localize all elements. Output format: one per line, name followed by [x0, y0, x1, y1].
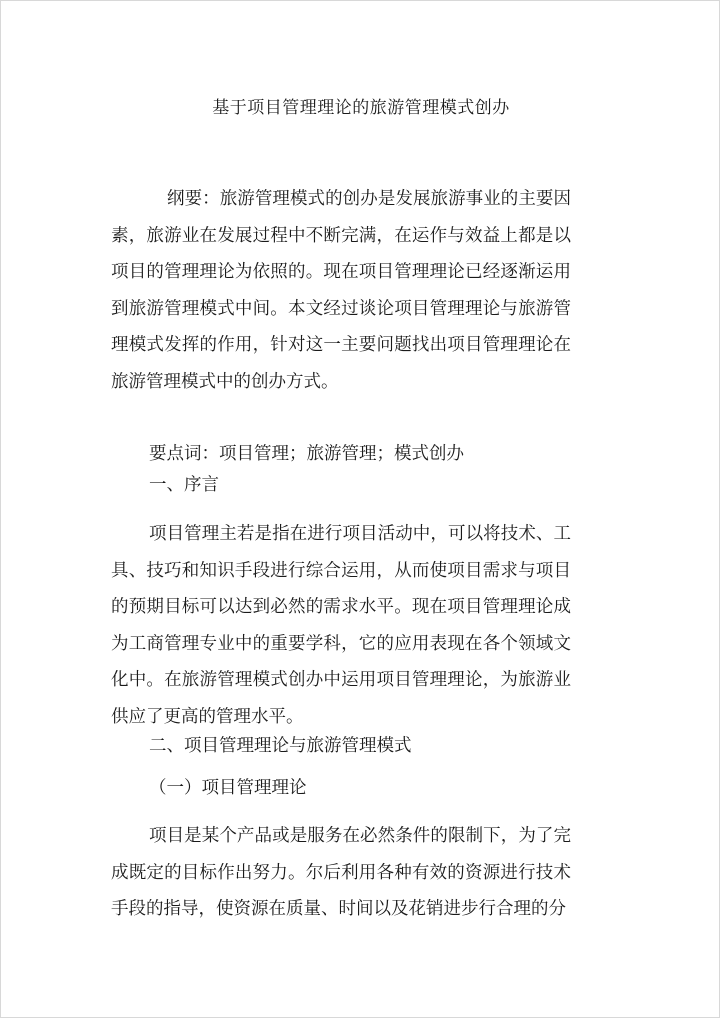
abstract-paragraph: 纲要：旅游管理模式的创办是发展旅游事业的主要因素，旅游业在发展过程中不断完满，在运作与效益上都是以项目的管理理论为依照的。现在项目管理理论已经逐渐运用到旅游管理模式中间。本文经过谈论项目管理理论与旅游管理模式发挥的作用，针对这一主要问题找出项目管理理论在旅游管理模式中的创办方式。 — [111, 189, 571, 392]
subsection-heading-project-management-theory: （一）项目管理理论 — [149, 778, 307, 798]
theory-paragraph: 项目是某个产品或是服务在必然条件的限制下，为了完成既定的目标作出努力。尔后利用各种有效的资源进行技术手段的指导，使资源在质量、时间以及花销进步行合理的分 — [111, 826, 571, 919]
document-title: 基于项目管理理论的旅游管理模式创办 — [212, 98, 510, 118]
introduction-paragraph: 项目管理主若是指在进行项目活动中，可以将技术、工具、技巧和知识手段进行综合运用，从而使项目需求与项目的预期目标可以达到必然的需求水平。现在项目管理理论成为工商管理专业中的重要学科，它的应用表现在各个领域文化中。在旅游管理模式创办中运用项目管理理论，为旅游业供应了更高的管理水平。 — [111, 524, 571, 727]
section-heading-introduction: 一、序言 — [149, 475, 219, 495]
section-heading-theory-and-model: 二、项目管理理论与旅游管理模式 — [149, 736, 412, 756]
keywords-line: 要点词：项目管理；旅游管理；模式创办 — [149, 444, 464, 464]
